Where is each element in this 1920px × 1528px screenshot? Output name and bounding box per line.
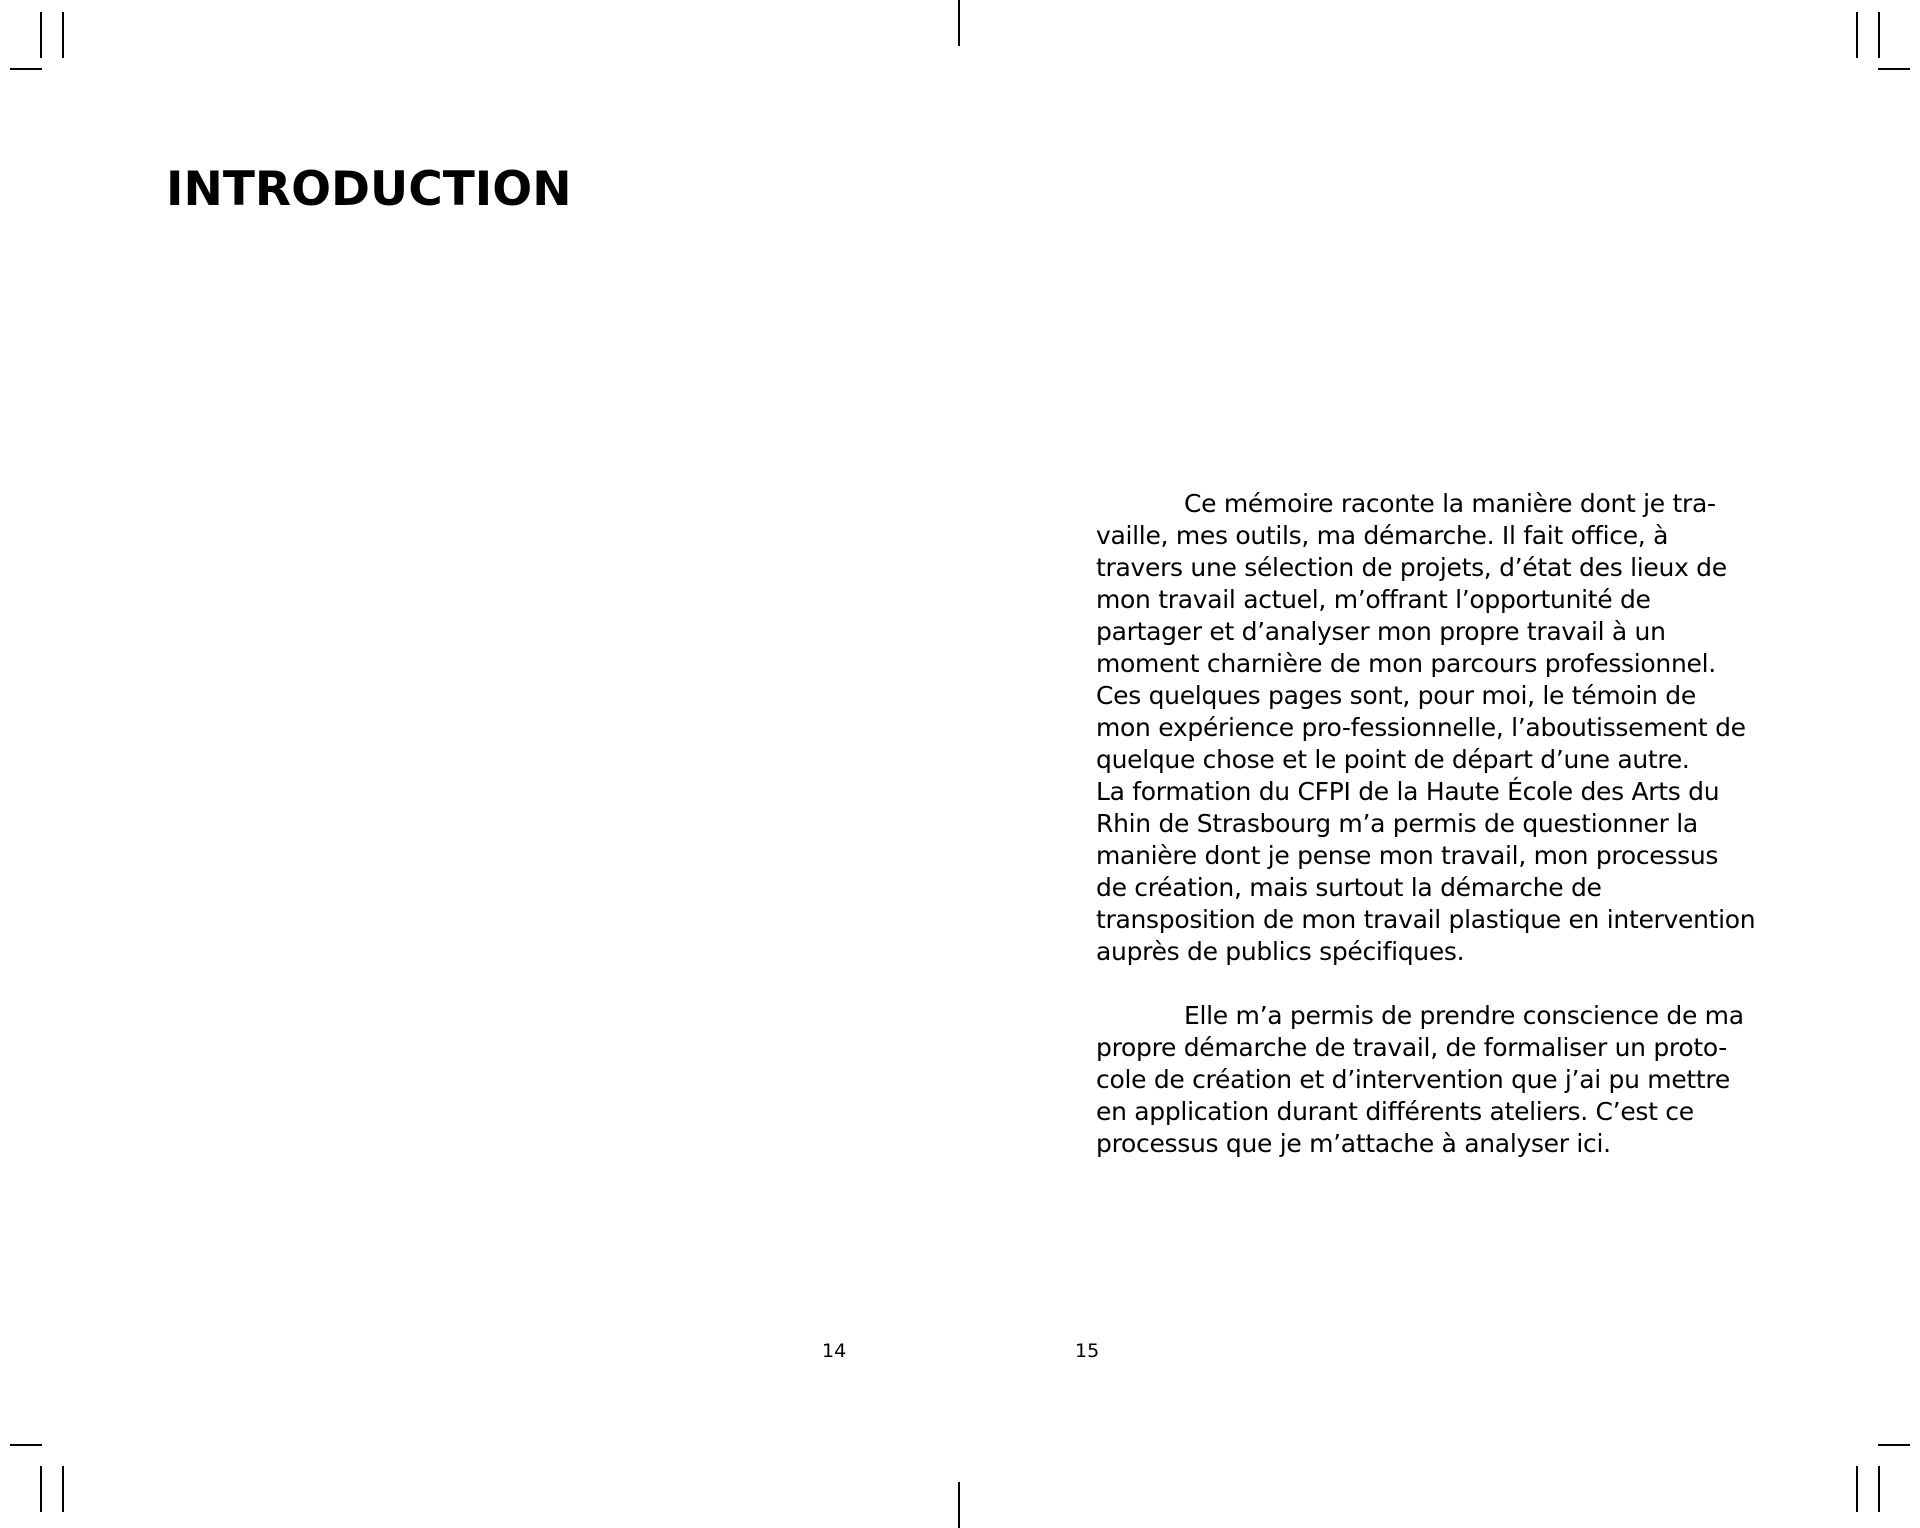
crop-mark-top-left-horizontal	[10, 68, 42, 70]
crop-mark-top-left-inner	[62, 12, 64, 58]
crop-mark-bottom-left-inner	[62, 1466, 64, 1512]
page-number-right: 15	[1075, 1340, 1100, 1362]
crop-mark-bottom-left-horizontal	[10, 1444, 42, 1446]
crop-mark-top-left-outer	[40, 12, 42, 58]
paragraph-2: La formation du CFPI de la Haute École des Arts du Rhin de Strasbourg m’a permis de questionner la manière dont je pense mon travail, mon processus de création, mais surtout la démarche de transposition de mon travail plastique en intervention auprès de publics spécifiques.	[1096, 777, 1756, 966]
crop-mark-bottom-right-horizontal	[1878, 1444, 1910, 1446]
crop-mark-top-right-horizontal	[1878, 68, 1910, 70]
crop-mark-bottom-center	[958, 1482, 960, 1528]
chapter-heading: INTRODUCTION	[166, 162, 572, 217]
crop-mark-top-right-outer	[1878, 12, 1880, 58]
crop-mark-bottom-right-inner	[1856, 1466, 1858, 1512]
paragraph-3: Elle m’a permis de prendre conscience de ma propre démarche de travail, de formaliser un proto-cole de création et d’intervention que j’ai pu mettre en application durant différents ateliers. C’est ce processus que je m’attache à analyser ici.	[1096, 1001, 1744, 1158]
crop-mark-top-center	[958, 0, 960, 46]
crop-mark-top-right-inner	[1856, 12, 1858, 58]
page-number-left: 14	[822, 1340, 847, 1362]
body-text	[1096, 488, 1756, 1160]
paragraph-1: Ce mémoire raconte la manière dont je tra-vaille, mes outils, ma démarche. Il fait office, à travers une sélection de projets, d’état des lieux de mon travail actuel, m’offrant l’opportunité de partager et d’analyser mon propre travail à un moment charnière de mon parcours professionnel. Ces quelques pages sont, pour moi, le témoin de mon expérience pro-fessionnelle, l’aboutissement de quelque chose et le point de départ d’une autre.	[1096, 489, 1746, 774]
paragraph-spacer	[1096, 968, 1756, 1000]
crop-mark-bottom-right-outer	[1878, 1466, 1880, 1512]
crop-mark-bottom-left-outer	[40, 1466, 42, 1512]
